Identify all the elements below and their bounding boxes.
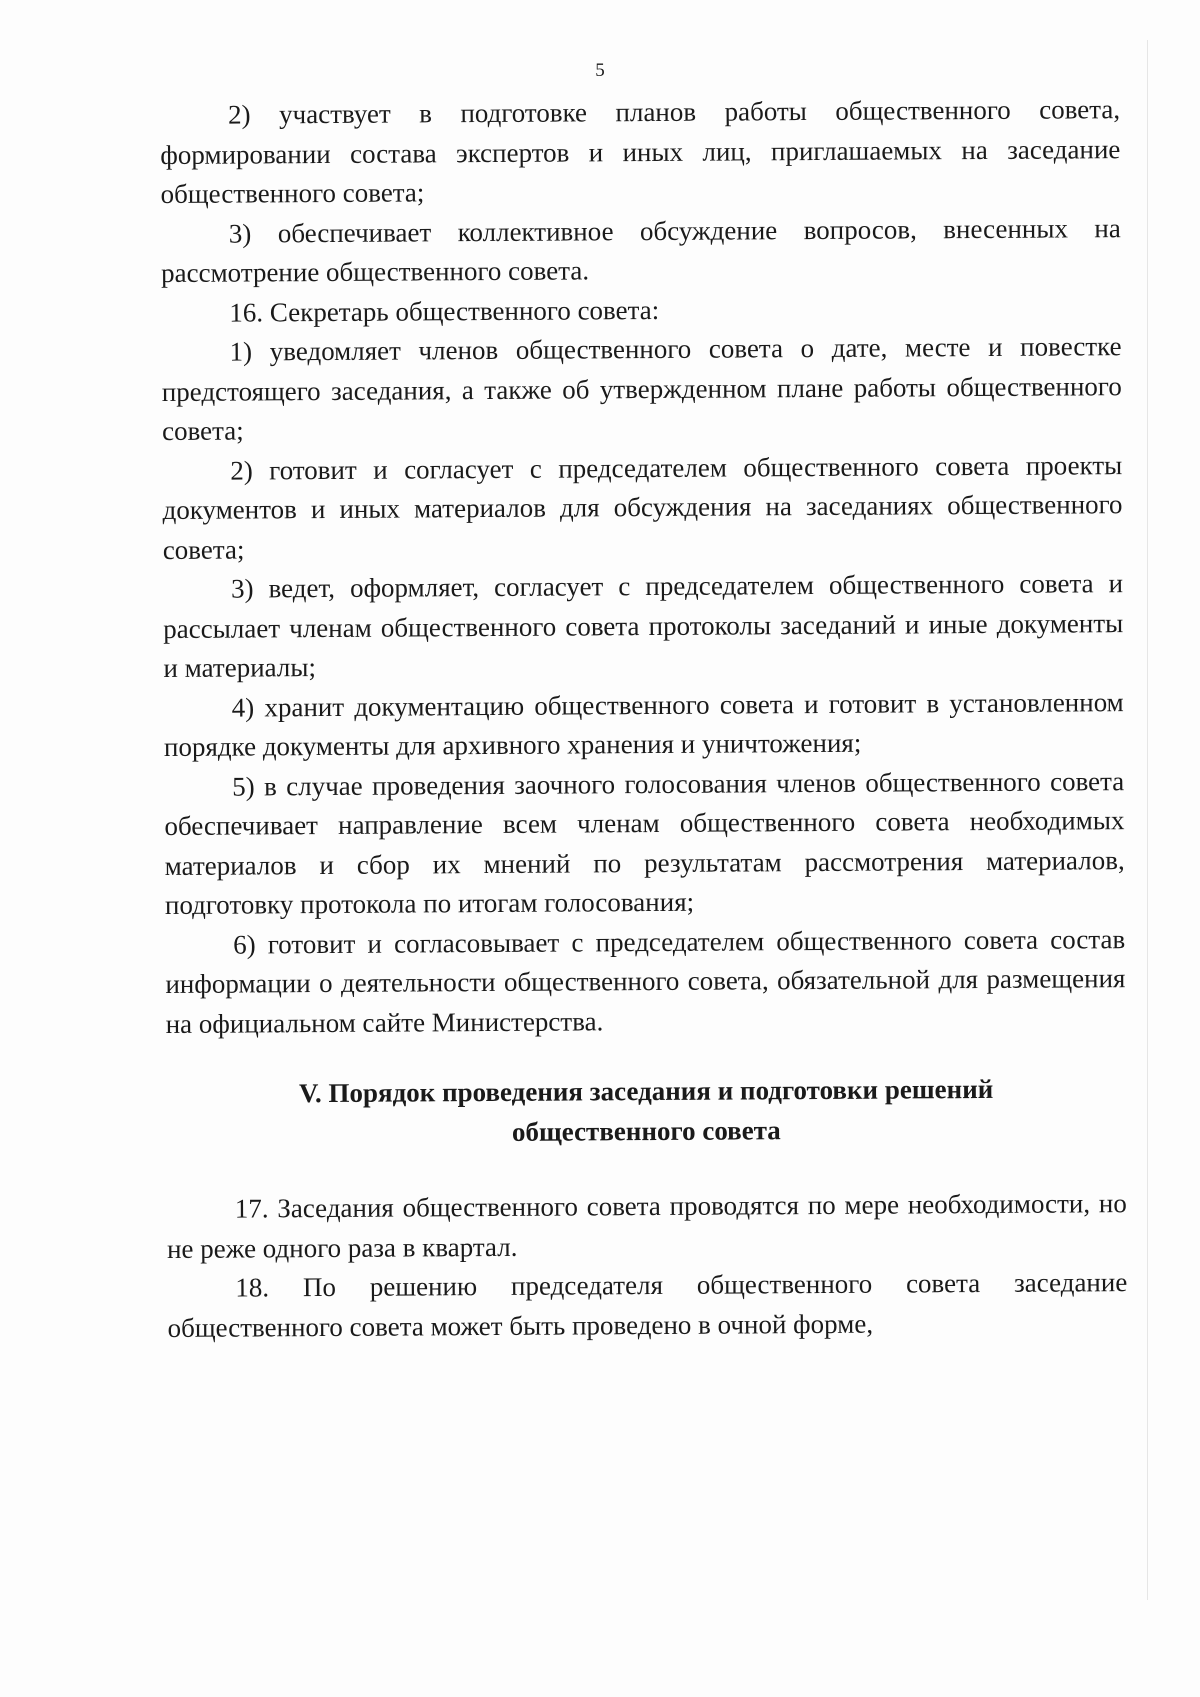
paragraph-chair-item-2: 2) участвует в подготовке планов работы общественного совета, формировании состава экспертов и иных лиц, приглашаемых на заседание общественного совета; — [160, 94, 1121, 209]
paragraph-17: 17. Заседания общественного совета проводятся по мере необходимости, но не реже одного раза в квартал. — [166, 1188, 1127, 1264]
paragraph-secretary-item-3: 3) ведет, оформляет, согласует с председателем общественного совета и рассылает членам общественного совета протоколы заседаний и иные документы и материалы; — [163, 568, 1124, 683]
page-number: 5 — [595, 60, 605, 81]
paragraph-secretary-item-1: 1) уведомляет членов общественного совета о дате, месте и повестке предстоящего заседания, а также об утвержденном плане работы общественного совета; — [161, 331, 1122, 446]
paragraph-secretary-item-5: 5) в случае проведения заочного голосования членов общественного совета обеспечивает направление всем членам общественного совета необходимых материалов и сбор их мнений по результатам рассмотрения материалов, подготовку протокола по итогам голосования; — [164, 765, 1125, 920]
paragraph-secretary-item-6: 6) готовит и согласовывает с председателем общественного совета состав информации о деятельности общественного совета, обязательной для размещения на официальном сайте Министерства. — [165, 923, 1126, 1039]
section-heading-line-2: общественного совета — [511, 1115, 781, 1147]
paragraph-secretary-item-4: 4) хранит документацию общественного совета и готовит в установленном порядке документы для архивного хранения и уничтожения; — [163, 686, 1124, 762]
paragraph-chair-item-3: 3) обеспечивает коллективное обсуждение вопросов, внесенных на рассмотрение общественного совета. — [160, 212, 1121, 288]
section-heading-line-1: V. Порядок проведения заседания и подготовки решений — [298, 1073, 994, 1109]
paragraph-16-secretary: 16. Секретарь общественного совета: — [229, 294, 660, 328]
paragraph-18: 18. По решению председателя общественного совета заседание общественного совета может быть проведено в очной форме, — [167, 1267, 1128, 1343]
section-heading — [166, 1068, 1126, 1154]
paragraph-secretary-item-2: 2) готовит и согласует с председателем общественного совета проекты документов и иных материалов для обсуждения на заседаниях общественного совета; — [162, 449, 1123, 565]
document-body — [160, 90, 1128, 1348]
scan-edge-line — [1147, 40, 1148, 1600]
